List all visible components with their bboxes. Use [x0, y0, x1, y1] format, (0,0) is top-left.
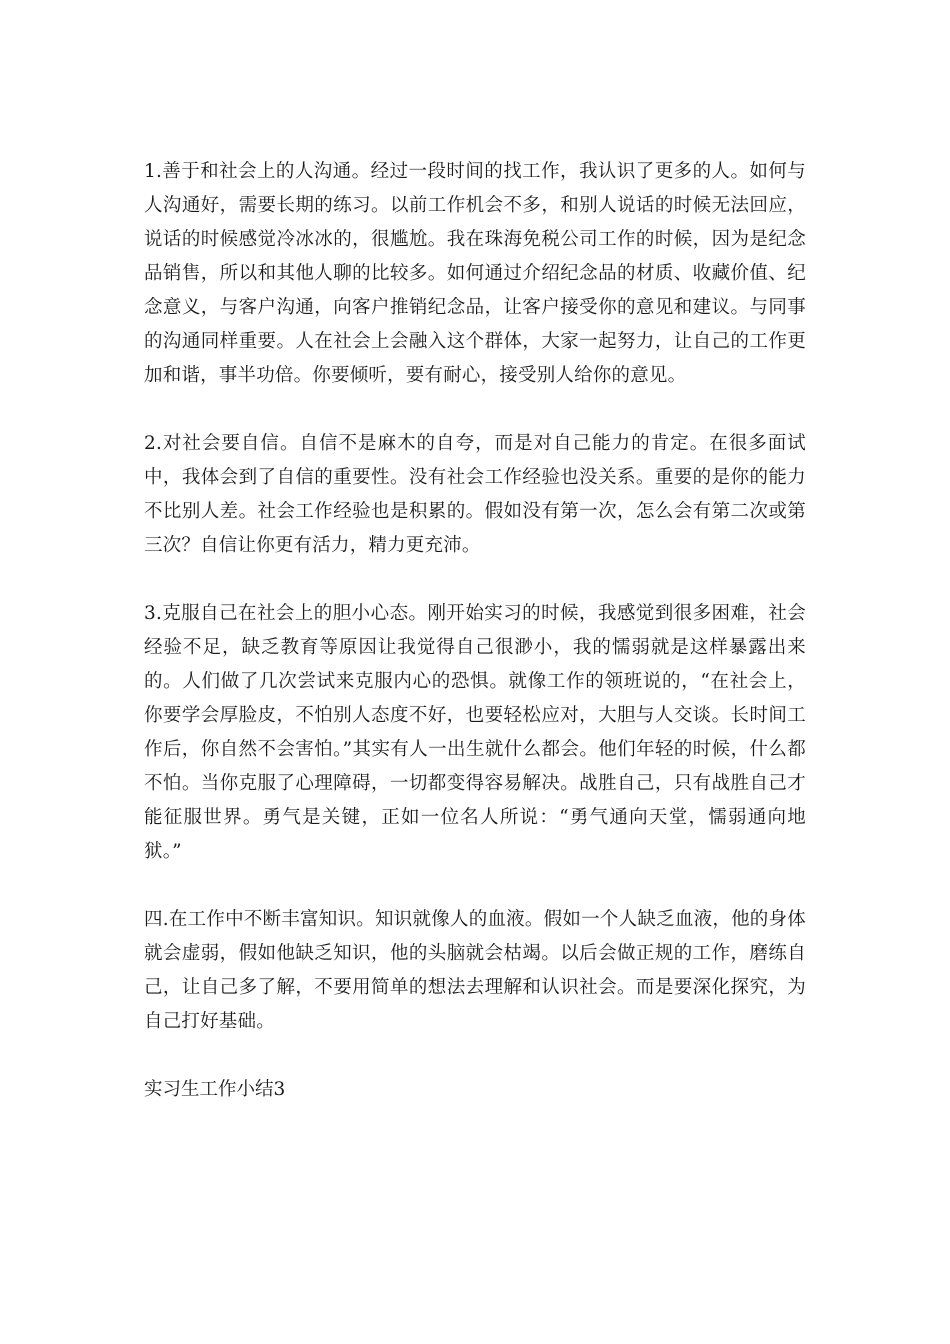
- paragraph-communication: 1.善于和社会上的人沟通。经过一段时间的找工作，我认识了更多的人。如何与人沟通好，需要长期的练习。以前工作机会不多，和别人说话的时候无法回应，说话的时候感觉冷冰冰的，很尴尬。我在珠海免税公司工作的时候，因为是纪念品销售，所以和其他人聊的比较多。如何通过介绍纪念品的材质、收藏价值、纪念意义，与客户沟通，向客户推销纪念品，让客户接受你的意见和建议。与同事的沟通同样重要。人在社会上会融入这个群体，大家一起努力，让自己的工作更加和谐，事半功倍。你要倾听，要有耐心，接受别人给你的意见。: [144, 161, 806, 386]
- document-page: [144, 155, 806, 1107]
- paragraph-knowledge: 四.在工作中不断丰富知识。知识就像人的血液。假如一个人缺乏血液，他的身体就会虚弱，假如他缺乏知识，他的头脑就会枯竭。以后会做正规的工作，磨练自己，让自己多了解，不要用简单的想法去理解和认识社会。而是要深化探究，为自己打好基础。: [144, 909, 806, 1032]
- paragraph-overcome-timidity: 3.克服自己在社会上的胆小心态。刚开始实习的时候，我感觉到很多困难，社会经验不足，缺乏教育等原因让我觉得自己很渺小，我的懦弱就是这样暴露出来的。人们做了几次尝试来克服内心的恐惧。就像工作的领班说的，“在社会上，你要学会厚脸皮，不怕别人态度不好，也要轻松应对，大胆与人交谈。长时间工作后，你自然不会害怕。”其实有人一出生就什么都会。他们年轻的时候，什么都不怕。当你克服了心理障碍，一切都变得容易解决。战胜自己，只有战胜自己才能征服世界。勇气是关键，正如一位名人所说：“勇气通向天堂，懦弱通向地狱。”: [144, 603, 806, 862]
- paragraph-confidence: 2.对社会要自信。自信不是麻木的自夸，而是对自己能力的肯定。在很多面试中，我体会到了自信的重要性。没有社会工作经验也没关系。重要的是你的能力不比别人差。社会工作经验也是积累的。假如没有第一次，怎么会有第二次或第三次？自信让你更有活力，精力更充沛。: [144, 433, 806, 556]
- section-heading: 实习生工作小结3: [144, 1079, 286, 1100]
